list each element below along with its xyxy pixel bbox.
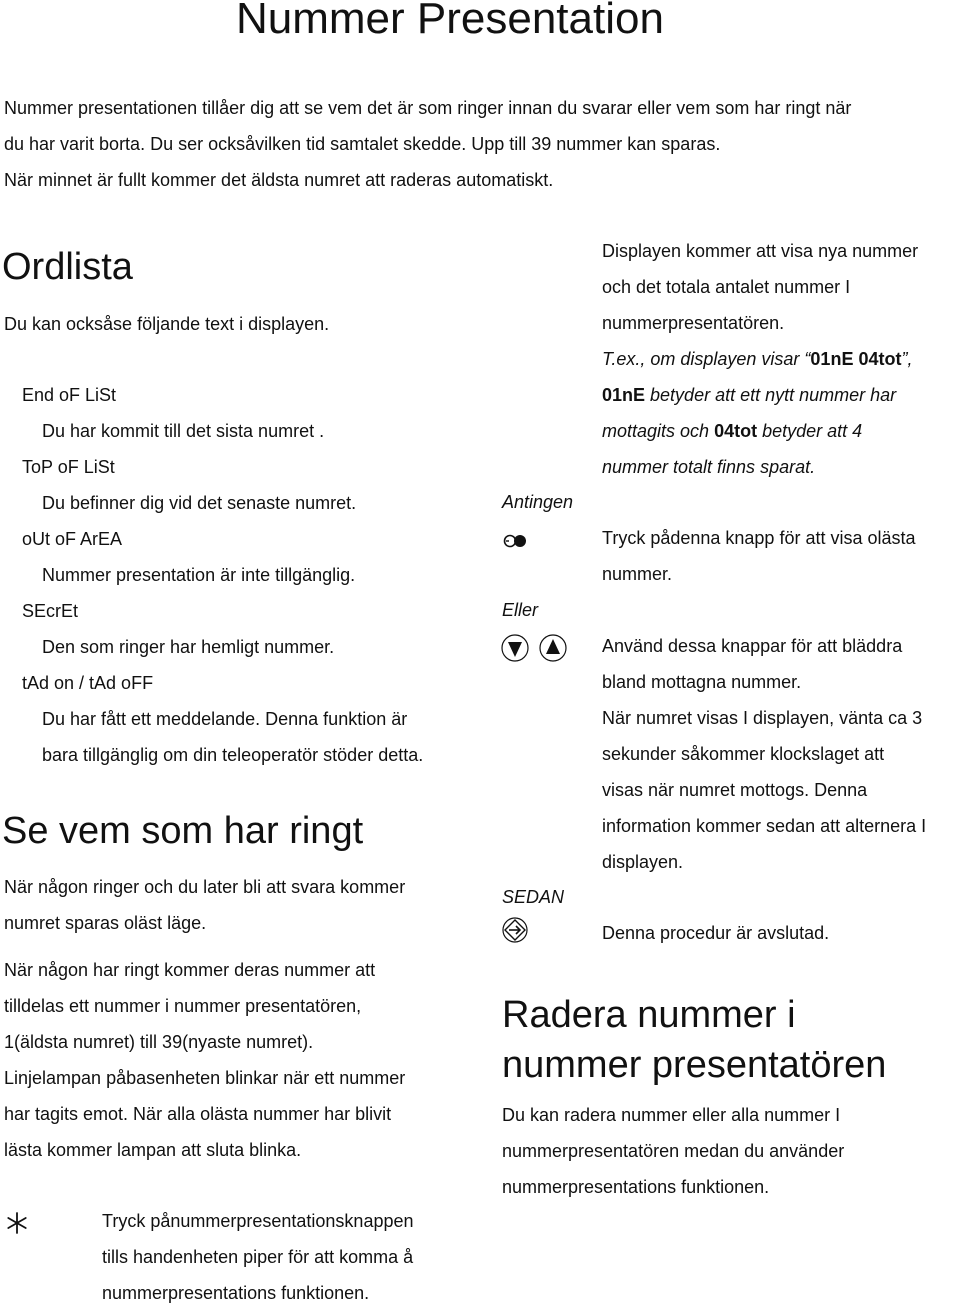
display-code: 01nE 04tot [810, 349, 902, 369]
sedan-text: Denna procedur är avslutad. [602, 923, 830, 943]
radera-line: nummerpresentations funktionen. [502, 1177, 770, 1197]
caller-id-key-icon [501, 530, 531, 552]
intro-line: När minnet är fullt kommer det äldsta numret att raderas automatiskt. [4, 170, 554, 190]
glossary-desc: Nummer presentation är inte tillgänglig. [42, 565, 356, 585]
step-line: Tryck pånummerpresentationsknappen [102, 1211, 414, 1231]
display-line: nummerpresentatören. [602, 313, 785, 333]
example-line: nummer totalt finns sparat. [602, 457, 816, 477]
glossary-term: SEcrEt [22, 601, 79, 621]
display-code: 01nE [602, 385, 646, 405]
eller-label: Eller [502, 600, 539, 620]
step-line: nummerpresentations funktionen. [102, 1283, 370, 1303]
glossary-term: oUt oF ArEA [22, 529, 123, 549]
display-line: Displayen kommer att visa nya nummer [602, 241, 919, 261]
se-vem-heading: Se vem som har ringt [2, 810, 364, 852]
eller-line: Använd dessa knappar för att bläddra [602, 636, 903, 656]
antingen-text [602, 520, 916, 592]
se-vem-line: lästa kommer lampan att sluta blinka. [4, 1140, 302, 1160]
glossary-term: ToP oF LiSt [22, 457, 115, 477]
radera-heading-line: nummer presentatören [502, 1044, 887, 1086]
se-vem-para2 [4, 952, 405, 1168]
radera-line: Du kan radera nummer eller alla nummer I [502, 1105, 841, 1125]
eller-line: När numret visas I displayen, vänta ca 3 [602, 708, 923, 728]
glossary-term: tAd on / tAd oFF [22, 673, 154, 693]
glossary-desc [42, 701, 423, 773]
se-vem-line: När någon ringer och du later bli att svara kommer [4, 877, 406, 897]
se-vem-line: tilldelas ett nummer i nummer presentatören, [4, 996, 362, 1016]
glossary-desc-line: Du har fått ett meddelande. Denna funktion är [42, 709, 408, 729]
example-line: T.ex., om displayen visar “01nE 04tot”, [602, 349, 913, 369]
eller-line: sekunder såkommer klockslaget att [602, 744, 885, 764]
eller-line: visas när numret mottogs. Denna [602, 780, 868, 800]
display-text [602, 233, 918, 341]
radera-heading [502, 990, 886, 1090]
display-line: och det totala antalet nummer I [602, 277, 851, 297]
step-text [102, 1203, 414, 1311]
se-vem-line: När någon har ringt kommer deras nummer att [4, 960, 376, 980]
glossary-desc: Du befinner dig vid det senaste numret. [42, 493, 357, 513]
radera-heading-line: Radera nummer i [502, 994, 796, 1036]
glossary-desc: Den som ringer har hemligt nummer. [42, 637, 335, 657]
intro-line: Nummer presentationen tillåer dig att se vem det är som ringer innan du svarar eller vem som har ringt när [4, 98, 852, 118]
sedan-label: SEDAN [502, 887, 565, 907]
radera-line: nummerpresentatören medan du använder [502, 1141, 845, 1161]
glossary-desc: Du har kommit till det sista numret . [42, 421, 325, 441]
page-title: Nummer Presentation [236, 0, 664, 43]
example-line: mottagits och 04tot betyder att 4 [602, 421, 863, 441]
se-vem-para1 [4, 869, 405, 941]
se-vem-line: 1(äldsta numret) till 39(nyaste numret). [4, 1032, 314, 1052]
down-key-icon [500, 633, 530, 663]
glossary-term: End oF LiSt [22, 385, 117, 405]
eller-line: bland mottagna nummer. [602, 672, 802, 692]
glossary-desc-line: bara tillgänglig om din teleoperatör stöder detta. [42, 745, 424, 765]
up-key-icon [538, 633, 568, 663]
antingen-line: Tryck pådenna knapp för att visa olästa [602, 528, 916, 548]
antingen-label: Antingen [502, 492, 574, 512]
eller-line: information kommer sedan att alternera I [602, 816, 927, 836]
ordlista-heading: Ordlista [2, 246, 133, 288]
antingen-line: nummer. [602, 564, 673, 584]
eller-text [602, 628, 926, 880]
example-line: 01nE betyder att ett nytt nummer har [602, 385, 897, 405]
display-code: 04tot [714, 421, 758, 441]
step-line: tills handenheten piper för att komma å [102, 1247, 414, 1267]
star-key-icon [4, 1210, 30, 1236]
example-text [602, 341, 912, 485]
intro-line: du har varit borta. Du ser ocksåvilken tid samtalet skedde. Upp till 39 nummer kan sparas. [4, 134, 721, 154]
radera-text [502, 1097, 844, 1205]
end-key-icon [501, 916, 529, 944]
intro-text [4, 90, 851, 198]
ordlista-subtitle: Du kan ocksåse följande text i displayen. [4, 314, 330, 334]
se-vem-line: Linjelampan påbasenheten blinkar när ett nummer [4, 1068, 406, 1088]
eller-line: displayen. [602, 852, 684, 872]
se-vem-line: har tagits emot. När alla olästa nummer har blivit [4, 1104, 392, 1124]
se-vem-line: numret sparas oläst läge. [4, 913, 207, 933]
